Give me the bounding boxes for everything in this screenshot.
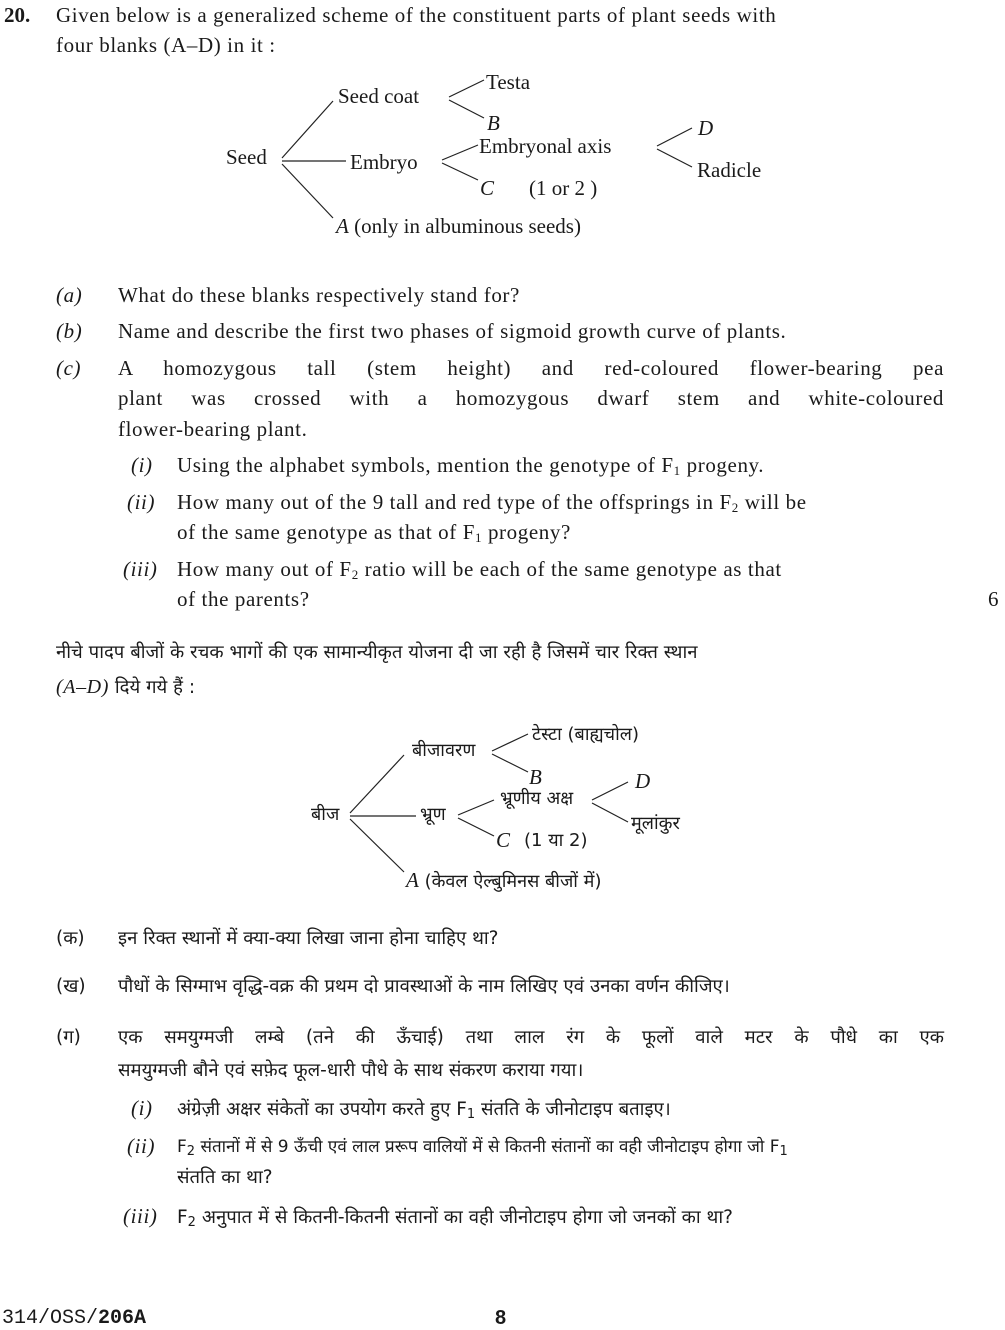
part-c-iii-line1-pre: How many out of F xyxy=(177,557,352,581)
hi-diagram-blank-b: B xyxy=(529,765,542,789)
hindi-ii-mid: संतानों में से 9 ऊँची एवं लाल प्ररूप वालियों में से कितनी संतानों का वही जीनोटाइप होगा जो F xyxy=(200,1137,780,1157)
hi-diagram-embryo: भ्रूण xyxy=(420,804,446,825)
hindi-part-ga-iii-label: (iii) xyxy=(123,1204,158,1228)
hindi-part-ga-line2: समयुग्मजी बौने एवं सफ़ेद फूल-धारी पौधे के साथ संकरण कराया गया। xyxy=(118,1060,584,1081)
hi-line-seed-a xyxy=(350,819,404,872)
diagram-blank-c: C xyxy=(480,176,495,200)
part-a-label: (a) xyxy=(56,283,83,307)
hi-diagram-embryonal-axis: भ्रूणीय अक्ष xyxy=(500,788,574,809)
diagram-embryo: Embryo xyxy=(350,150,418,174)
hindi-intro-line2 xyxy=(56,674,195,699)
subscript-2: 2 xyxy=(731,500,739,515)
subscript-1: 1 xyxy=(779,1144,788,1159)
question-number: 20. xyxy=(4,3,31,27)
line-axis-radicle xyxy=(657,149,692,167)
hindi-intro-rest: दिये गये हैं : xyxy=(114,677,196,698)
hi-diagram-seed-coat: बीजावरण xyxy=(412,740,476,761)
paper-code-bold: 206A xyxy=(98,1307,147,1330)
part-c-line1: A homozygous tall (stem height) and red-coloured flower-bearing pea xyxy=(118,356,944,380)
hi-diagram-blank-a: A xyxy=(406,868,419,892)
diagram-radicle: Radicle xyxy=(697,158,762,182)
hi-line-embryo-c xyxy=(458,818,494,836)
part-c-ii-line1-post: will be xyxy=(744,490,807,514)
paper-code-prefix: 314/OSS/ xyxy=(2,1307,99,1330)
question-intro-line2: four blanks (A–D) in it : xyxy=(56,33,276,57)
diagram-embryonal-axis: Embryonal axis xyxy=(479,134,612,158)
part-a-text: What do these blanks respectively stand for? xyxy=(118,283,520,307)
hindi-part-ga-ii-line1 xyxy=(177,1134,788,1159)
hi-line-seed-seedcoat xyxy=(350,755,404,813)
hindi-part-ga-label: (ग) xyxy=(56,1027,81,1048)
subscript-1: 1 xyxy=(474,530,483,545)
page-number: 8 xyxy=(495,1307,507,1329)
diagram-blank-b: B xyxy=(487,111,500,135)
hindi-part-ga-i-text xyxy=(177,1096,671,1122)
diagram-c-note: (1 or 2 ) xyxy=(529,176,598,200)
part-c-iii-line2: of the parents? xyxy=(177,587,310,611)
hi-line-axis-d xyxy=(592,782,628,800)
hi-diagram-radicle: मूलांकुर xyxy=(631,813,680,834)
part-b-label: (b) xyxy=(56,319,83,343)
part-c-line2: plant was crossed with a homozygous dwarf stem and white-coloured xyxy=(118,386,944,410)
subscript-2: 2 xyxy=(186,1144,196,1159)
part-c-line3: flower-bearing plant. xyxy=(118,417,308,441)
hindi-part-ga-ii-line2: संतति का था? xyxy=(177,1167,273,1188)
hindi-intro-blanks: (A–D) xyxy=(56,676,109,698)
line-embryo-axis xyxy=(442,145,478,160)
hi-diagram-blank-d: D xyxy=(635,769,651,793)
diagram-a-note: (only in albuminous seeds) xyxy=(354,214,581,238)
part-c-ii-line2-pre: of the same genotype as that of F xyxy=(177,520,475,544)
hindi-intro-line1: नीचे पादप बीजों के रचक भागों की एक सामान्यीकृत योजना दी जा रही है जिसमें चार रिक्त स्थान xyxy=(56,642,698,663)
part-b-text: Name and describe the first two phases of sigmoid growth curve of plants. xyxy=(118,319,787,343)
marks: 6 xyxy=(988,587,1000,611)
hindi-part-ka-label: (क) xyxy=(56,928,85,949)
hindi-i-post: संतति के जीनोटाइप बताइए। xyxy=(481,1099,671,1120)
hindi-part-kha-text: पौधों के सिग्माभ वृद्धि-वक्र की प्रथम दो प्रावस्थाओं के नाम लिखिए एवं उनका वर्णन कीजिए। xyxy=(118,976,730,997)
hindi-part-ga-line1: एक समयुग्मजी लम्बे (तने की ऊँचाई) तथा लाल रंग के फूलों वाले मटर के पौधे का एक xyxy=(118,1027,944,1048)
hindi-iii-post: अनुपात में से कितनी-कितनी संतानों का वही जीनोटाइप होगा जो जनकों का था? xyxy=(201,1207,733,1228)
diagram-seed-coat: Seed coat xyxy=(338,84,420,108)
hi-diagram-seed: बीज xyxy=(311,804,340,825)
part-c-label: (c) xyxy=(56,356,82,380)
hi-diagram-blank-c: C xyxy=(496,828,511,852)
hindi-iii-pre: F xyxy=(177,1207,188,1228)
line-axis-d xyxy=(657,128,692,146)
part-c-i-text xyxy=(177,453,764,479)
part-c-iii-line1-post: ratio will be each of the same genotype as that xyxy=(364,557,782,581)
part-c-iii-label: (iii) xyxy=(123,557,158,581)
hindi-ii-pre: F xyxy=(177,1137,187,1157)
hi-diagram-c-note: (1 या 2) xyxy=(524,830,588,851)
subscript-2: 2 xyxy=(187,1215,196,1230)
line-seedcoat-b xyxy=(449,100,484,118)
hindi-part-ka-text: इन रिक्त स्थानों में क्या-क्या लिखा जाना होना चाहिए था? xyxy=(118,928,499,949)
hi-line-seedcoat-b xyxy=(492,754,528,772)
hindi-part-ga-iii-text xyxy=(177,1204,733,1230)
part-c-ii-line1 xyxy=(177,490,807,516)
hi-diagram-a-note: (केवल ऐल्बुमिनस बीजों में) xyxy=(424,871,602,892)
subscript-2: 2 xyxy=(351,567,359,582)
paper-code xyxy=(2,1307,146,1330)
part-c-iii-line1 xyxy=(177,557,782,583)
hi-line-seedcoat-testa xyxy=(492,734,528,751)
diagram-seed: Seed xyxy=(226,145,267,169)
hi-diagram-a-row xyxy=(406,868,601,893)
line-seedcoat-testa xyxy=(449,80,484,97)
part-c-ii-line2-post: progeny? xyxy=(487,520,571,544)
part-c-ii-label: (ii) xyxy=(127,490,156,514)
line-seed-a xyxy=(282,164,333,218)
part-c-ii-line1-pre: How many out of the 9 tall and red type of the offsprings in F xyxy=(177,490,732,514)
diagram-blank-a-row xyxy=(336,214,581,239)
diagram-blank-d: D xyxy=(698,116,714,140)
part-c-i-label: (i) xyxy=(131,453,153,477)
part-c-ii-line2 xyxy=(177,520,571,546)
line-seed-seedcoat xyxy=(282,101,333,158)
hindi-part-ga-ii-label: (ii) xyxy=(127,1134,156,1158)
part-c-i-pre: Using the alphabet symbols, mention the genotype of F xyxy=(177,453,674,477)
hi-line-embryo-axis xyxy=(458,800,494,815)
hindi-part-kha-label: (ख) xyxy=(56,976,86,997)
diagram-testa: Testa xyxy=(486,70,531,94)
diagram-blank-a: A xyxy=(336,214,349,238)
question-intro-line1: Given below is a generalized scheme of the constituent parts of plant seeds with xyxy=(56,3,777,27)
hindi-i-pre: अंग्रेज़ी अक्षर संकेतों का उपयोग करते हुए F xyxy=(177,1099,467,1120)
hi-diagram-testa: टेस्टा (बाह्यचोल) xyxy=(532,724,639,745)
line-embryo-c xyxy=(442,163,478,180)
subscript-1: 1 xyxy=(466,1107,476,1122)
part-c-i-post: progeny. xyxy=(686,453,765,477)
hi-line-axis-radicle xyxy=(592,803,628,822)
hindi-part-ga-i-label: (i) xyxy=(131,1096,153,1120)
subscript-1: 1 xyxy=(673,463,681,478)
